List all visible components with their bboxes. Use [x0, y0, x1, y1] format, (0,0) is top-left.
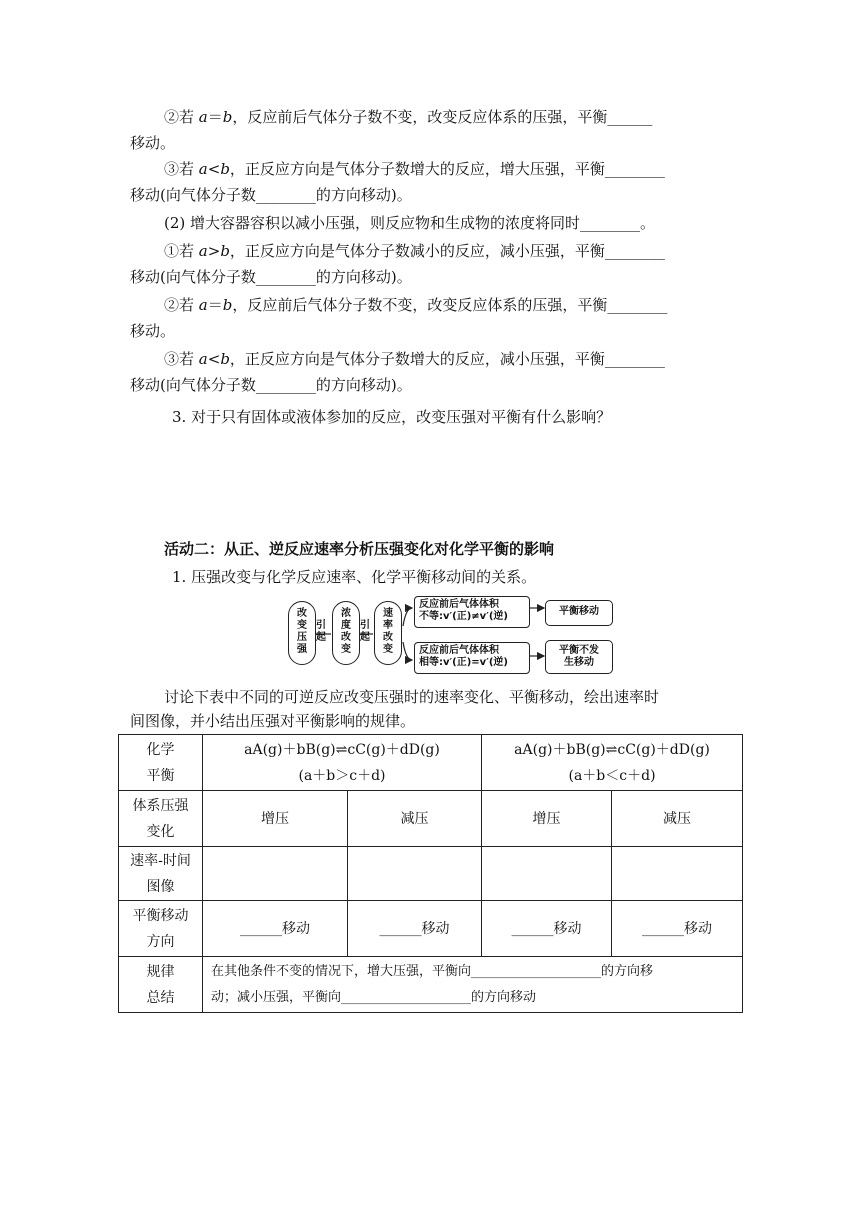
- text-line: 移动。: [130, 134, 176, 152]
- label-text: 速率-时间: [130, 852, 191, 869]
- pressure-table: [118, 734, 743, 1013]
- variable-a: a: [198, 350, 208, 368]
- flow-result-no-shift: [545, 640, 613, 674]
- variable-b: b: [222, 296, 233, 314]
- label-text: 总结: [146, 989, 175, 1006]
- text-span: >: [207, 242, 221, 260]
- text-span: ②若: [164, 108, 199, 126]
- variable-b: b: [220, 160, 230, 178]
- text-span: ，正反应方向是气体分子数增大的反应，增大压强，平衡________: [229, 160, 665, 178]
- text-span: ，反应前后气体分子数不变，改变反应体系的压强，平衡______: [232, 108, 653, 126]
- variable-a: a: [198, 242, 208, 260]
- text-span: ②若: [164, 296, 199, 314]
- row-label: [119, 847, 203, 901]
- table-row: [119, 735, 743, 791]
- char: 强: [297, 644, 307, 655]
- equation-cell: [203, 735, 482, 791]
- table-cell[interactable]: ______移动: [612, 901, 743, 957]
- condition-text: 反应前后气体体积: [419, 599, 499, 610]
- text-line: [164, 294, 667, 316]
- equation-condition: (a＋b＞c＋d): [298, 767, 386, 784]
- equation-condition: (a＋b＜c＋d): [568, 767, 656, 784]
- result-text: 生移动: [564, 657, 594, 668]
- text-span: ，正反应方向是气体分子数减小的反应，减小压强，平衡________: [229, 242, 665, 260]
- char: 度: [341, 620, 351, 631]
- text-span: ＝: [207, 108, 223, 126]
- variable-b: b: [222, 108, 233, 126]
- text-line: [164, 106, 652, 128]
- text-line: 移动(向气体分子数________的方向移动)。: [130, 376, 412, 394]
- label-text: 化学: [146, 741, 175, 758]
- text-span: ③若: [164, 350, 199, 368]
- text-span: ，反应前后气体分子数不变，改变反应体系的压强，平衡________: [232, 296, 668, 314]
- graph-cell[interactable]: [348, 847, 482, 901]
- variable-a: a: [198, 296, 208, 314]
- table-cell: 减压: [612, 791, 743, 847]
- char: 改: [383, 632, 393, 643]
- table-cell[interactable]: ______移动: [482, 901, 612, 957]
- variable-a: a: [198, 160, 208, 178]
- text-span: ，正反应方向是气体分子数增大的反应，减小压强，平衡________: [229, 350, 665, 368]
- text-line: 间图像，并小结出压强对平衡影响的规律。: [130, 712, 416, 730]
- label-text: 规律: [146, 963, 175, 980]
- text-span: ＝: [207, 296, 223, 314]
- text-line: [164, 348, 665, 370]
- text-line: 移动。: [130, 322, 176, 340]
- char: 起: [316, 632, 326, 643]
- char: 起: [360, 632, 370, 643]
- graph-cell[interactable]: [203, 847, 348, 901]
- char: 变: [297, 620, 307, 631]
- condition-text: 反应前后气体体积: [419, 645, 499, 656]
- result-text: 平衡不发: [559, 645, 599, 656]
- arrow-up: [403, 608, 412, 626]
- table-cell: 减压: [348, 791, 482, 847]
- text-line: 移动(向气体分子数________的方向移动)。: [130, 268, 412, 286]
- graph-cell[interactable]: [612, 847, 743, 901]
- text-span: ③若: [164, 160, 199, 178]
- char: 浓: [341, 608, 351, 619]
- graph-cell[interactable]: [482, 847, 612, 901]
- summary-text: 在其他条件不变的情况下，增大压强，平衡向____________________的方向移: [211, 963, 654, 979]
- variable-b: b: [220, 350, 230, 368]
- char: 改: [297, 608, 307, 619]
- variable-a: a: [198, 108, 208, 126]
- flow-result-shift: 平衡移动: [545, 600, 613, 626]
- variable-b: b: [220, 242, 230, 260]
- label-text: 平衡移动: [132, 907, 189, 924]
- char: 变: [341, 644, 351, 655]
- text-span: ①若: [164, 242, 199, 260]
- text-span: <: [207, 350, 221, 368]
- condition-text: 不等:v′(正)≠v′(逆): [419, 611, 508, 622]
- label-text: 体系压强: [132, 797, 189, 814]
- label-text: 方向: [146, 933, 175, 950]
- table-cell[interactable]: ______移动: [203, 901, 348, 957]
- row-label: [119, 957, 203, 1013]
- text-line: 移动(向气体分子数________的方向移动)。: [130, 186, 412, 204]
- arrow-down: [403, 642, 412, 660]
- table-cell: 增压: [203, 791, 348, 847]
- text-line: 讨论下表中不同的可逆反应改变压强时的速率变化、平衡移动，绘出速率时: [164, 688, 660, 706]
- table-cell[interactable]: ______移动: [348, 901, 482, 957]
- label-text: 平衡: [146, 767, 175, 784]
- table-row: [119, 791, 743, 847]
- char: 引: [360, 620, 370, 631]
- table-row: [119, 847, 743, 901]
- text-line: (2) 增大容器容积以减小压强，则反应物和生成物的浓度将同时________。: [164, 214, 656, 232]
- label-text: 变化: [146, 823, 175, 840]
- flow-condition-unequal: [414, 596, 530, 628]
- summary-cell[interactable]: [203, 957, 743, 1013]
- table-row: [119, 957, 743, 1013]
- text-line: 1. 压强改变与化学反应速率、化学平衡移动间的关系。: [172, 568, 537, 586]
- char: 引: [316, 620, 326, 631]
- char: 速: [383, 608, 393, 619]
- row-label: [119, 791, 203, 847]
- question-3: 3. 对于只有固体或液体参加的反应，改变压强对平衡有什么影响？: [172, 408, 612, 426]
- char: 变: [383, 644, 393, 655]
- text-line: [164, 240, 665, 262]
- row-label: [119, 901, 203, 957]
- flow-condition-equal: [414, 642, 530, 674]
- text-line: [164, 158, 665, 180]
- row-label: [119, 735, 203, 791]
- summary-text: 动；减小压强，平衡向____________________的方向移动: [211, 989, 537, 1005]
- char: 率: [383, 620, 393, 631]
- label-text: 图像: [146, 878, 175, 895]
- equation: aA(g)＋bB(g)⇌cC(g)＋dD(g): [514, 741, 710, 758]
- equation: aA(g)＋bB(g)⇌cC(g)＋dD(g): [244, 741, 440, 758]
- equation-cell: [482, 735, 743, 791]
- table-row: [119, 901, 743, 957]
- condition-text: 相等:v′(正)=v′(逆): [419, 657, 508, 668]
- text-span: <: [207, 160, 221, 178]
- table-cell: 增压: [482, 791, 612, 847]
- activity-heading: 活动二：从正、逆反应速率分析压强变化对化学平衡的影响: [164, 540, 555, 558]
- char: 改: [341, 632, 351, 643]
- char: 压: [297, 632, 307, 643]
